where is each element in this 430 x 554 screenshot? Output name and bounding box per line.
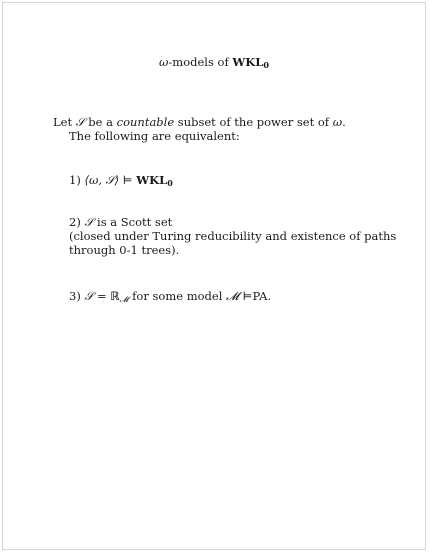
title-text: -models of — [168, 55, 233, 69]
item-1-wkl: WKL — [136, 173, 168, 187]
intro-text-d: . — [342, 115, 346, 129]
item-2-number: 2) — [69, 215, 85, 229]
item-3-reals-subscript: 𝓜 — [119, 295, 129, 304]
title-wkl: WKL — [232, 55, 264, 69]
intro-omega: ω — [332, 115, 343, 129]
item-1-models-symbol: ⊨ — [119, 173, 137, 187]
item-1-tuple: ⟨ω, 𝒮⟩ — [84, 173, 120, 187]
item-1-number: 1) — [69, 173, 85, 187]
item-3-text: for some model — [128, 289, 227, 303]
item-2-set-s: 𝒮 — [84, 215, 94, 229]
item-2-line-3: through 0-1 trees). — [69, 243, 180, 257]
title-omega: ω — [159, 55, 169, 69]
intro-line-1 — [53, 115, 346, 129]
title-wkl-subscript: 0 — [263, 60, 269, 70]
item-3-equals: = — [93, 289, 111, 303]
item-3-number: 3) — [69, 289, 85, 303]
item-3-reals-symbol: ℝ — [110, 289, 120, 303]
intro-text-a: Let — [53, 115, 76, 129]
slide-page — [2, 2, 426, 550]
item-3-set-s: 𝒮 — [84, 289, 94, 303]
item-3-models-symbol: ⊨ — [238, 289, 253, 303]
item-1 — [69, 173, 173, 190]
intro-text-b: be a — [84, 115, 117, 129]
item-3-pa: PA. — [252, 289, 272, 303]
item-3-model-m: 𝓜 — [226, 289, 239, 303]
intro-countable: countable — [116, 115, 175, 129]
item-2-line-1 — [69, 215, 172, 229]
page-title — [3, 55, 425, 72]
item-1-wkl-subscript: 0 — [167, 178, 173, 188]
item-2-line-2: (closed under Turing reducibility and existence of paths — [69, 229, 397, 243]
item-2-text: is a Scott set — [93, 215, 173, 229]
intro-text-c: subset of the power set of — [174, 115, 333, 129]
item-3 — [69, 289, 271, 307]
intro-line-2: The following are equivalent: — [69, 129, 240, 143]
intro-set-s: 𝒮 — [75, 115, 85, 129]
